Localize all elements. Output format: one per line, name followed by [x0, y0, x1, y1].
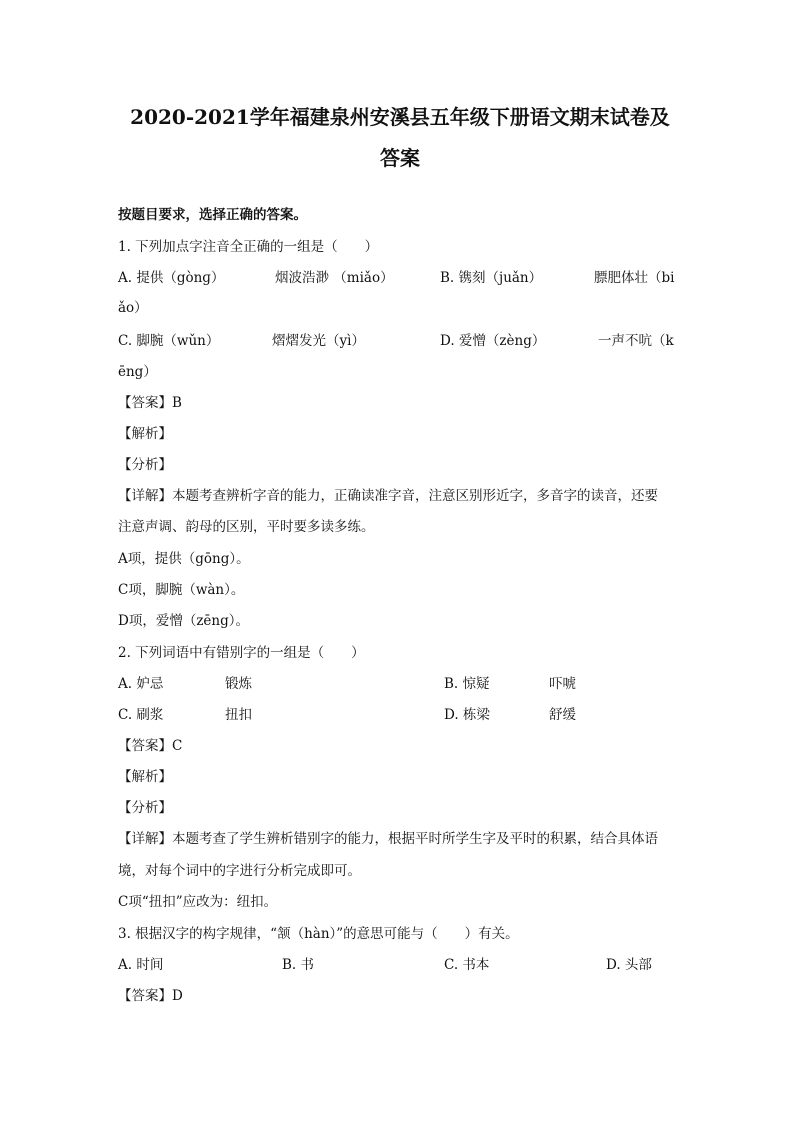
- q1-option-b-2: 膘肥体壮（bi: [594, 270, 675, 286]
- q1-analysis-label: 【解析】: [118, 426, 172, 442]
- doc-title-line-1: 2020-2021学年福建泉州安溪县五年级下册语文期末试卷及: [130, 105, 670, 129]
- q2-option-b: B. 惊疑: [444, 676, 490, 692]
- q2-detail-line-2: 境，对每个词中的字进行分析完成即可。: [118, 863, 361, 879]
- q2-answer: [118, 736, 182, 756]
- q2-stem: 2. 下列词语中有错别字的一组是（ ）: [118, 645, 365, 661]
- q1-option-d-2: 一声不吭（k: [598, 333, 674, 349]
- q1-option-d-2-cont: ēng）: [118, 364, 157, 380]
- q1-option-b: B. 镌刻（juǎn）: [440, 270, 543, 286]
- q3-option-a: A. 时间: [118, 957, 164, 973]
- q3-option-c: C. 书本: [444, 957, 490, 973]
- q1-option-c: C. 脚腕（wǔn）: [118, 333, 220, 349]
- q1-fix-c: C项，脚腕（wàn）。: [118, 582, 245, 598]
- q3-answer-value: D: [172, 988, 183, 1004]
- q2-option-d-2: 舒缓: [549, 707, 576, 723]
- q3-stem: 3. 根据汉字的构字规律，“颔（hàn）”的意思可能与（ ）有关。: [118, 926, 519, 942]
- answer-label: 【答案】: [118, 738, 172, 754]
- q3-answer: [118, 986, 183, 1006]
- q1-fix-d: D项，爱憎（zēng）。: [118, 613, 250, 629]
- doc-title-line-2: 答案: [380, 146, 420, 170]
- q2-option-c: C. 刷浆: [118, 707, 164, 723]
- q1-detail-line-2: 注意声调、韵母的区别，平时要多读多练。: [118, 519, 375, 535]
- q1-option-c-2: 熠熠发光（yì）: [272, 333, 365, 349]
- instruction: 按题目要求，选择正确的答案。: [118, 207, 307, 223]
- q2-analysis-label: 【解析】: [118, 769, 172, 785]
- q1-option-d: D. 爱憎（zèng）: [440, 333, 546, 349]
- q1-stem: 1. 下列加点字注音全正确的一组是（ ）: [118, 239, 379, 255]
- q2-answer-value: C: [172, 738, 183, 754]
- q3-option-d: D. 头部: [606, 957, 652, 973]
- q2-option-a: A. 妒忌: [118, 676, 164, 692]
- q3-option-b: B. 书: [282, 957, 315, 973]
- q1-detail-line-1: 【详解】本题考查辨析字音的能力，正确读准字音，注意区别形近字，多音字的读音，还要: [118, 488, 658, 504]
- q2-fenxi-label: 【分析】: [118, 800, 172, 816]
- q1-fix-a: A项，提供（gōng）。: [118, 551, 250, 567]
- q2-option-b-2: 吓唬: [549, 676, 576, 692]
- answer-label: 【答案】: [118, 395, 172, 411]
- q1-answer: [118, 393, 182, 413]
- answer-label: 【答案】: [118, 988, 172, 1004]
- q2-option-d: D. 栋梁: [444, 707, 490, 723]
- q1-option-a: A. 提供（gònɡ）: [118, 270, 225, 286]
- q1-fenxi-label: 【分析】: [118, 457, 172, 473]
- q2-fix: C项“扭扣”应改为：纽扣。: [118, 894, 278, 910]
- q1-option-a-2: 烟波浩渺 （miǎo）: [275, 270, 394, 286]
- q2-detail-line-1: 【详解】本题考查了学生辨析错别字的能力，根据平时所学生字及平时的积累，结合具体语: [118, 831, 658, 847]
- q2-option-c-2: 扭扣: [225, 707, 252, 723]
- q1-option-b-2-cont: ǎo）: [118, 300, 148, 316]
- q2-option-a-2: 锻炼: [225, 676, 252, 692]
- q1-answer-value: B: [172, 395, 182, 411]
